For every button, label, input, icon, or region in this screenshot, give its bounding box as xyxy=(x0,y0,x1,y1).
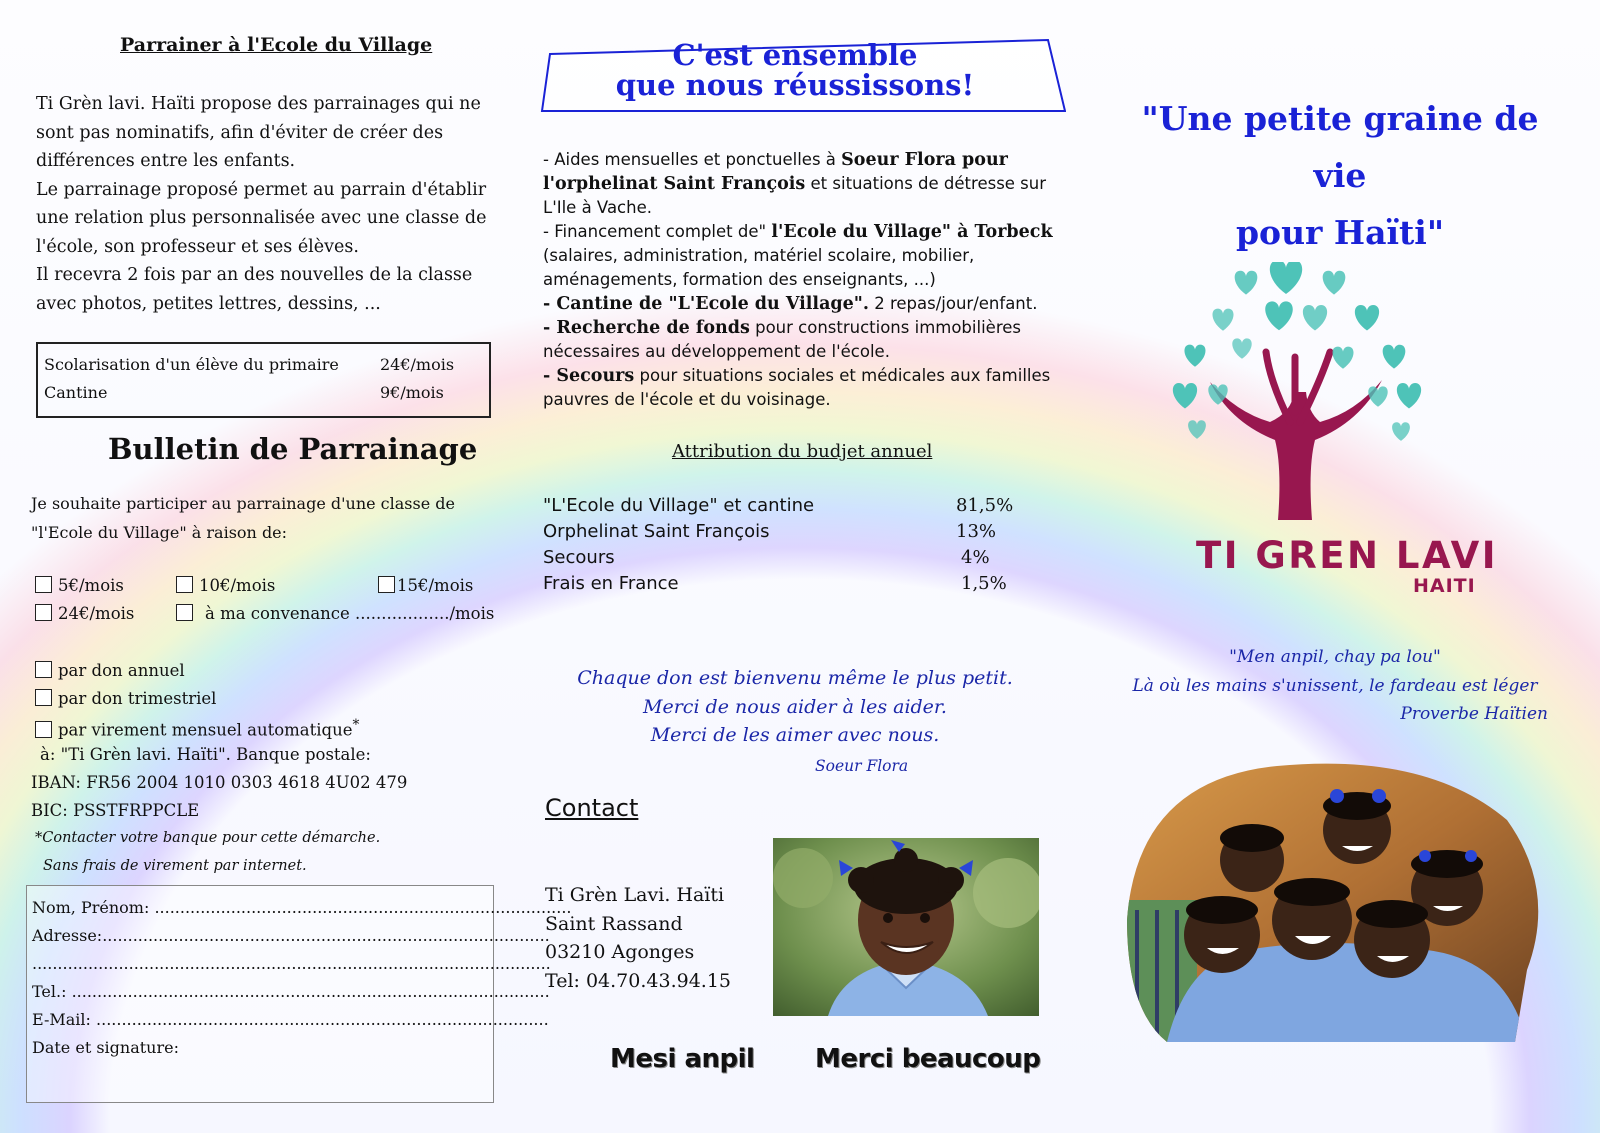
price-value: 24€/mois xyxy=(380,355,455,374)
bic: BIC: PSSTFRPPCLE xyxy=(31,801,200,820)
bulletin-title: Bulletin de Parrainage xyxy=(108,432,478,466)
option-15-euro[interactable] xyxy=(378,576,473,595)
bulletin-intro: Je souhaite participer au parrainage d'une classe de "l'Ecole du Village" à raison de: xyxy=(31,494,455,542)
option-10-euro[interactable] xyxy=(176,576,275,595)
footnote: Sans frais de virement par internet. xyxy=(43,858,307,874)
footnote: *Contacter votre banque pour cette démarche. xyxy=(35,830,381,846)
contact-line: Ti Grèn Lavi. Haïti xyxy=(545,884,725,906)
checkbox[interactable] xyxy=(35,661,52,678)
activity-text: (salaires, administration, matériel scolaire, mobilier, aménagements, formation des enseignants, ...) xyxy=(543,246,975,289)
footnote-star: * xyxy=(352,717,360,733)
budget-label: Frais en France xyxy=(543,573,679,594)
activity-highlight: l'Ecole du Village" à Torbeck xyxy=(771,222,1053,242)
activity-text: 2 repas/jour/enfant. xyxy=(869,294,1038,313)
activity-text: et situations de détresse sur L'Ile à Vache. xyxy=(543,174,1047,217)
contact-line: 03210 Agonges xyxy=(545,941,695,963)
intro-paragraph: Le parrainage proposé permet au parrain d'établir une relation plus personnalisée avec une classe de l'école, son professeur et ses élèves. xyxy=(36,179,487,257)
intro-paragraph: Ti Grèn lavi. Haïti propose des parrainages qui ne sont pas nominatifs, afin d'éviter de créer des différences entre les enfants. xyxy=(36,94,481,171)
checkbox[interactable] xyxy=(35,576,52,593)
option-label: 5€/mois xyxy=(58,576,124,595)
quote-author: Soeur Flora xyxy=(815,757,909,775)
budget-value: 13% xyxy=(956,521,997,542)
proverb-source: Proverbe Haïtien xyxy=(1400,704,1548,724)
activity-item xyxy=(543,220,1063,292)
quote-line: Merci de les aimer avec nous. xyxy=(650,724,940,746)
option-label: 24€/mois xyxy=(58,604,135,623)
price-box xyxy=(36,342,491,418)
children-photo xyxy=(1127,760,1547,1042)
payment-monthly-transfer[interactable] xyxy=(35,717,359,740)
activity-highlight: Soeur Flora pour l'orphelinat Saint François xyxy=(543,150,1008,194)
form-email-field[interactable]: E-Mail: ......................................................................................... xyxy=(32,1010,549,1029)
form-address-field-2[interactable]: ...................................................................................................... xyxy=(32,954,551,973)
logo-name: TI GREN LAVI xyxy=(1196,534,1498,577)
activity-item xyxy=(543,364,1063,412)
activity-item xyxy=(543,148,1063,220)
proverb xyxy=(1120,643,1550,729)
activity-item xyxy=(543,292,1063,316)
activity-highlight: - Secours xyxy=(543,366,635,386)
intro-paragraph: Il recevra 2 fois par an des nouvelles de la classe avec photos, petites lettres, dessins, ... xyxy=(36,265,473,314)
contact-line: Saint Rassand xyxy=(545,912,683,935)
option-label: à ma convenance ................../mois xyxy=(205,604,495,623)
budget-value: 4% xyxy=(961,547,990,568)
activity-text: pour constructions immobilières nécessaires au développement de l'école. xyxy=(543,318,1021,361)
activity-text: - Aides mensuelles et ponctuelles à xyxy=(543,150,842,169)
proverb-line: "Men anpil, chay pa lou" xyxy=(1229,647,1441,667)
sponsor-form xyxy=(26,885,572,1103)
checkbox[interactable] xyxy=(176,576,193,593)
payment-quarterly[interactable] xyxy=(35,689,216,708)
budget-label: Orphelinat Saint François xyxy=(543,521,770,542)
thanks-french: Merci beaucoup xyxy=(815,1044,1041,1074)
option-label: 15€/mois xyxy=(397,576,474,595)
contact-address xyxy=(545,881,731,995)
banner-title xyxy=(560,40,1030,100)
girl-photo xyxy=(773,838,1039,1016)
activity-highlight: - Recherche de fonds xyxy=(543,318,750,338)
thanks-creole: Mesi anpil xyxy=(610,1044,755,1074)
budget-value: 81,5% xyxy=(956,495,1014,516)
checkbox[interactable] xyxy=(35,689,52,706)
proverb-line: Là où les mains s'unissent, le fardeau est léger xyxy=(1132,675,1538,696)
donation-quote xyxy=(560,664,1030,750)
contact-title: Contact xyxy=(545,794,639,822)
quote-line: Merci de nous aider à les aider. xyxy=(643,695,947,718)
quote-line: Chaque don est bienvenu même le plus petit. xyxy=(577,667,1013,689)
banner-line: C'est ensemble xyxy=(672,38,918,72)
slogan xyxy=(1120,90,1560,261)
banner-line: que nous réussissons! xyxy=(615,68,975,102)
payment-annual[interactable] xyxy=(35,661,185,680)
option-5-euro[interactable] xyxy=(35,576,124,595)
logo-subtitle: HAITI xyxy=(1413,575,1476,597)
option-label: par don annuel xyxy=(58,661,185,680)
price-label: Cantine xyxy=(44,383,108,402)
option-label: par virement mensuel automatique xyxy=(58,720,353,740)
checkbox[interactable] xyxy=(378,576,395,593)
option-label: 10€/mois xyxy=(199,576,276,595)
form-phone-field[interactable]: Tel.: .............................................................................................. xyxy=(32,982,550,1001)
checkbox[interactable] xyxy=(35,604,52,621)
form-signature-field[interactable]: Date et signature: xyxy=(32,1038,179,1057)
bank-recipient: à: "Ti Grèn lavi. Haïti". Banque postale: xyxy=(40,745,371,764)
left-heading: Parrainer à l'Ecole du Village xyxy=(120,34,433,56)
iban: IBAN: FR56 2004 1010 0303 4618 4U02 479 xyxy=(31,773,408,792)
checkbox[interactable] xyxy=(176,604,193,621)
checkbox[interactable] xyxy=(35,721,52,738)
slogan-line: pour Haïti" xyxy=(1235,213,1445,252)
budget-label: Secours xyxy=(543,547,615,568)
activity-text: pour situations sociales et médicales aux familles pauvres de l'école et du voisinage. xyxy=(543,366,1051,409)
activity-item xyxy=(543,316,1063,364)
form-name-field[interactable]: Nom, Prénom: .................................................................................. xyxy=(32,898,572,917)
sponsorship-intro xyxy=(36,90,496,318)
option-label: par don trimestriel xyxy=(58,689,217,708)
option-24-euro[interactable] xyxy=(35,604,134,623)
activity-highlight: - Cantine de "L'Ecole du Village". xyxy=(543,294,869,314)
price-value: 9€/mois xyxy=(380,383,444,402)
contact-phone: Tel: 04.70.43.94.15 xyxy=(545,969,732,992)
slogan-line: "Une petite graine de vie xyxy=(1141,99,1539,195)
budget-title: Attribution du budjet annuel xyxy=(672,441,933,462)
activities-list xyxy=(543,148,1063,412)
price-label: Scolarisation d'un élève du primaire xyxy=(44,355,339,374)
option-custom-amount[interactable] xyxy=(176,604,494,623)
budget-value: 1,5% xyxy=(961,573,1007,594)
form-address-field[interactable]: Adresse:........................................................................................ xyxy=(32,926,550,945)
tree-logo-icon xyxy=(1170,262,1430,532)
budget-label: "L'Ecole du Village" et cantine xyxy=(543,495,815,516)
activity-text: - Financement complet de" xyxy=(543,222,772,241)
